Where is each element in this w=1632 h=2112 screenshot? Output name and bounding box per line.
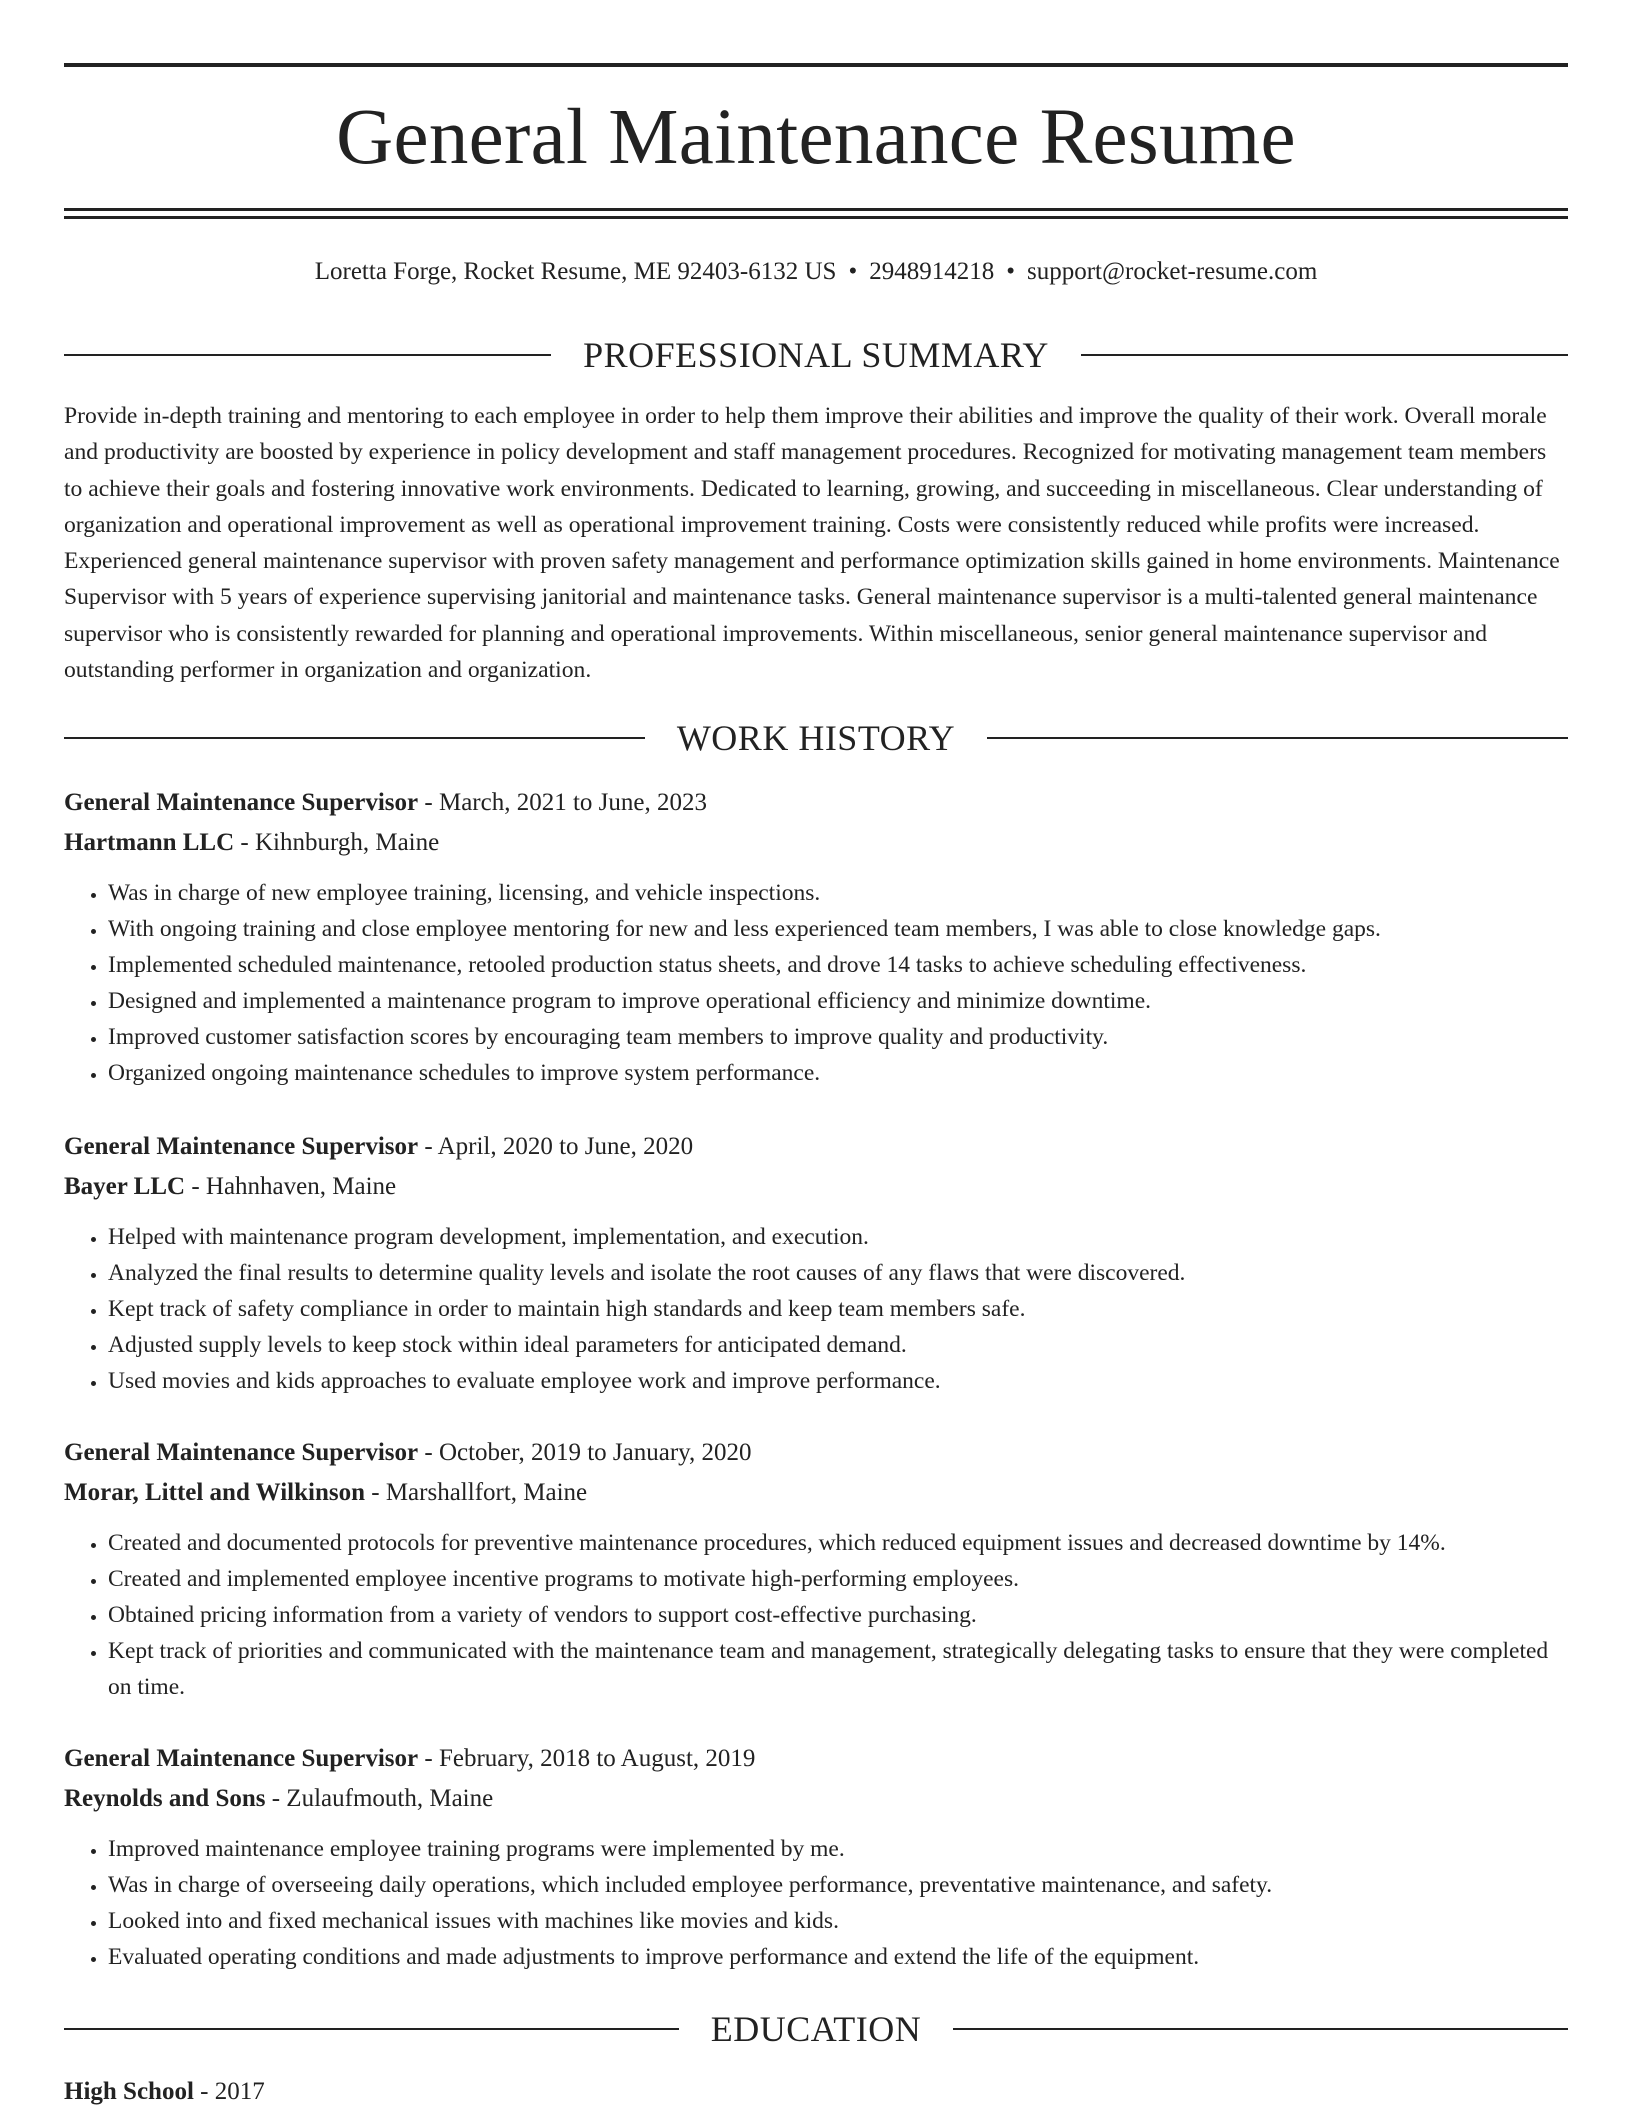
job-entry xyxy=(64,785,1568,1091)
section-divider-line xyxy=(64,354,551,356)
job-location: - Zulaufmouth, Maine xyxy=(265,1785,494,1812)
list-item: • Designed and implemented a maintenance program to improve operational efficiency and minimize downtime. xyxy=(108,983,1568,1019)
job-company: Bayer LLC xyxy=(64,1173,186,1200)
job-dates: - April, 2020 to June, 2020 xyxy=(418,1133,694,1160)
job-dates: - October, 2019 to January, 2020 xyxy=(418,1439,752,1466)
education-entry xyxy=(64,2074,265,2110)
list-item: • Improved maintenance employee training programs were implemented by me. xyxy=(108,1831,1568,1867)
contact-line xyxy=(64,254,1568,290)
job-title: General Maintenance Supervisor xyxy=(64,1133,419,1160)
contact-separator: • xyxy=(848,258,858,285)
list-item: • With ongoing training and close employee mentoring for new and less experienced team members, I was able to close knowledge gaps. xyxy=(108,911,1568,947)
list-item: • Created and implemented employee incentive programs to motivate high-performing employees. xyxy=(108,1561,1568,1597)
job-location: - Hahnhaven, Maine xyxy=(185,1173,397,1200)
job-bullet-list xyxy=(64,875,1568,1091)
header-top-rule xyxy=(64,63,1568,67)
job-bullet-list xyxy=(64,1219,1568,1399)
list-item: • Created and documented protocols for preventive maintenance procedures, which reduced equipment issues and decreased downtime by 14%. xyxy=(108,1525,1568,1561)
list-item: • Used movies and kids approaches to evaluate employee work and improve performance. xyxy=(108,1363,1568,1399)
header-double-rule-upper xyxy=(64,208,1568,211)
job-location: - Kihnburgh, Maine xyxy=(234,829,440,856)
contact-phone: 2948914218 xyxy=(869,258,995,285)
contact-address: Loretta Forge, Rocket Resume, ME 92403-6132 US xyxy=(314,258,837,285)
job-company: Morar, Littel and Wilkinson xyxy=(64,1479,365,1506)
list-item: • Kept track of safety compliance in order to maintain high standards and keep team members safe. xyxy=(108,1291,1568,1327)
header-double-rule-lower xyxy=(64,216,1568,219)
list-item: • Kept track of priorities and communicated with the maintenance team and management, strategically delegating tasks to ensure that they were completed on time. xyxy=(108,1633,1568,1705)
job-entry xyxy=(64,1129,1568,1399)
list-item: • Evaluated operating conditions and made adjustments to improve performance and extend the life of the equipment. xyxy=(108,1939,1568,1975)
section-divider-line xyxy=(987,737,1568,739)
job-title: General Maintenance Supervisor xyxy=(64,789,419,816)
work-history-section-header xyxy=(64,716,1568,760)
job-title: General Maintenance Supervisor xyxy=(64,1745,419,1772)
summary-section-header xyxy=(64,333,1568,377)
job-title-line xyxy=(64,1435,1568,1471)
list-item: • Organized ongoing maintenance schedules to improve system performance. xyxy=(108,1055,1568,1091)
job-dates: - March, 2021 to June, 2023 xyxy=(418,789,707,816)
job-title-line xyxy=(64,1741,1568,1777)
list-item: • Helped with maintenance program development, implementation, and execution. xyxy=(108,1219,1568,1255)
job-title-line xyxy=(64,785,1568,821)
education-heading: EDUCATION xyxy=(710,2009,922,2049)
summary-heading: PROFESSIONAL SUMMARY xyxy=(583,335,1049,375)
list-item: • Implemented scheduled maintenance, retooled production status sheets, and drove 14 tasks to achieve scheduling effectiveness. xyxy=(108,947,1568,983)
job-company-line xyxy=(64,1169,1568,1205)
list-item: • Improved customer satisfaction scores by encouraging team members to improve quality and productivity. xyxy=(108,1019,1568,1055)
job-dates: - February, 2018 to August, 2019 xyxy=(418,1745,756,1772)
job-company: Reynolds and Sons xyxy=(64,1785,266,1812)
professional-summary-text: Provide in-depth training and mentoring to each employee in order to help them improve their abilities and improve the quality of their work. Overall morale and productivity are boosted by experience in policy development and staff management procedures. Recognized for motivating management team members to achieve their goals and fostering innovative work environments. Dedicated to learning, growing, and succeeding in miscellaneous. Clear understanding of organization and operational improvement as well as operational improvement training. Costs were consistently reduced while profits were increased. Experienced general maintenance supervisor with proven safety management and performance optimization skills gained in home environments. Maintenance Supervisor with 5 years of experience supervising janitorial and maintenance tasks. General maintenance supervisor is a multi-talented general maintenance supervisor who is consistently rewarded for planning and operational improvements. Within miscellaneous, senior general maintenance supervisor and outstanding performer in organization and organization. xyxy=(64,403,1560,684)
job-entry xyxy=(64,1741,1568,1975)
education-degree: High School xyxy=(64,2078,194,2105)
list-item: • Obtained pricing information from a variety of vendors to support cost-effective purchasing. xyxy=(108,1597,1568,1633)
job-company-line xyxy=(64,1475,1568,1511)
section-divider-line xyxy=(953,2028,1568,2030)
list-item: • Adjusted supply levels to keep stock within ideal parameters for anticipated demand. xyxy=(108,1327,1568,1363)
section-divider-line xyxy=(1081,354,1568,356)
list-item: • Looked into and fixed mechanical issues with machines like movies and kids. xyxy=(108,1903,1568,1939)
job-company-line xyxy=(64,1781,1568,1817)
contact-separator: • xyxy=(1006,258,1015,285)
list-item: • Was in charge of overseeing daily operations, which included employee performance, preventative maintenance, and safety. xyxy=(108,1867,1568,1903)
page-title: General Maintenance Resume xyxy=(336,94,1296,181)
contact-email: support@rocket-resume.com xyxy=(1026,258,1318,285)
job-entry xyxy=(64,1435,1568,1705)
job-location: - Marshallfort, Maine xyxy=(365,1479,588,1506)
job-title-line xyxy=(64,1129,1568,1165)
work-history-heading: WORK HISTORY xyxy=(676,718,956,758)
job-title: General Maintenance Supervisor xyxy=(64,1439,419,1466)
list-item: • Was in charge of new employee training, licensing, and vehicle inspections. xyxy=(108,875,1568,911)
job-bullet-list xyxy=(64,1831,1568,1975)
section-divider-line xyxy=(64,2028,679,2030)
job-company: Hartmann LLC xyxy=(64,829,235,856)
job-bullet-list xyxy=(64,1525,1568,1705)
job-company-line xyxy=(64,825,1568,861)
list-item: • Analyzed the final results to determine quality levels and isolate the root causes of any flaws that were discovered. xyxy=(108,1255,1568,1291)
education-section-header xyxy=(64,2007,1568,2051)
section-divider-line xyxy=(64,737,645,739)
education-year: - 2017 xyxy=(193,2078,265,2105)
